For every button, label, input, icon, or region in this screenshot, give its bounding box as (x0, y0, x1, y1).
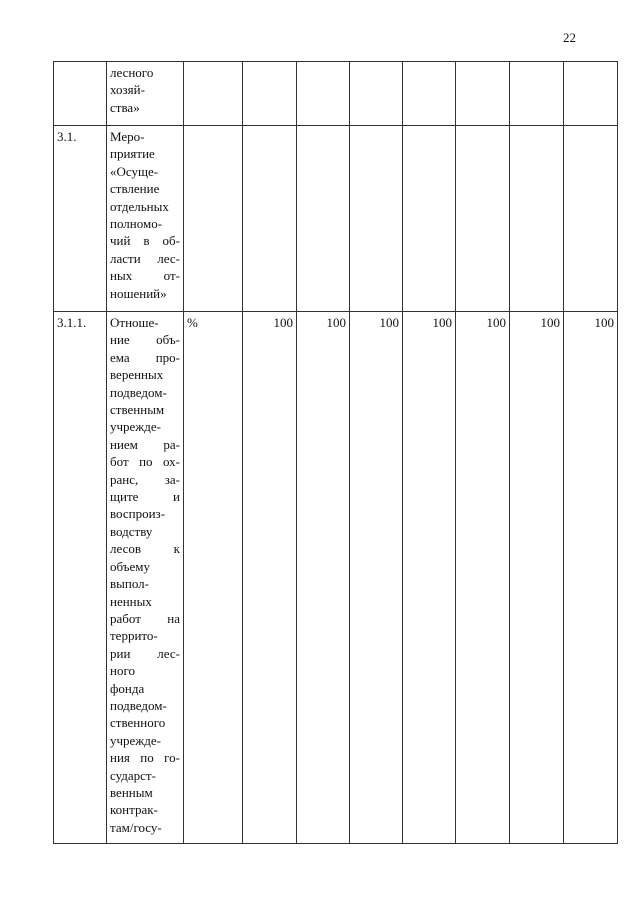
row-value (243, 126, 297, 312)
table-row (54, 312, 618, 844)
row-value (510, 62, 564, 126)
row-value (510, 126, 564, 312)
table-row (54, 126, 618, 312)
row-value (456, 62, 510, 126)
row-value: 100 (564, 312, 618, 844)
row-value (350, 62, 403, 126)
row-value (297, 126, 350, 312)
row-value (403, 62, 456, 126)
row-value: 100 (243, 312, 297, 844)
row-name: Отноше- ние объ- ема про- веренных подведом- ственным учрежде- нием ра- бот по ох- ранс, за- щите и воспроиз- водству лесов к объему выпол- ненных работ на террито- рии лес- ного фонда подведом- ственного учрежде- ния по го- сударст- венным контрак- там/госу- (107, 312, 184, 844)
row-value (564, 62, 618, 126)
row-value: 100 (510, 312, 564, 844)
row-value (456, 126, 510, 312)
row-code (54, 62, 107, 126)
row-value: 100 (350, 312, 403, 844)
indicators-table (53, 61, 618, 844)
row-unit (184, 62, 243, 126)
row-code: 3.1. (54, 126, 107, 312)
row-value: 100 (456, 312, 510, 844)
row-name: Меро- приятие «Осуще- ствление отдельных полномо- чий в об- ласти лес- ных от- ношений» (107, 126, 184, 312)
row-code: 3.1.1. (54, 312, 107, 844)
row-value (350, 126, 403, 312)
page-number: 22 (563, 30, 576, 45)
row-value (403, 126, 456, 312)
row-value: 100 (297, 312, 350, 844)
row-name: лесного хозяй- ства» (107, 62, 184, 126)
row-value (564, 126, 618, 312)
row-value: 100 (403, 312, 456, 844)
row-value (297, 62, 350, 126)
row-value (243, 62, 297, 126)
row-unit (184, 126, 243, 312)
table-row (54, 62, 618, 126)
row-unit: % (184, 312, 243, 844)
